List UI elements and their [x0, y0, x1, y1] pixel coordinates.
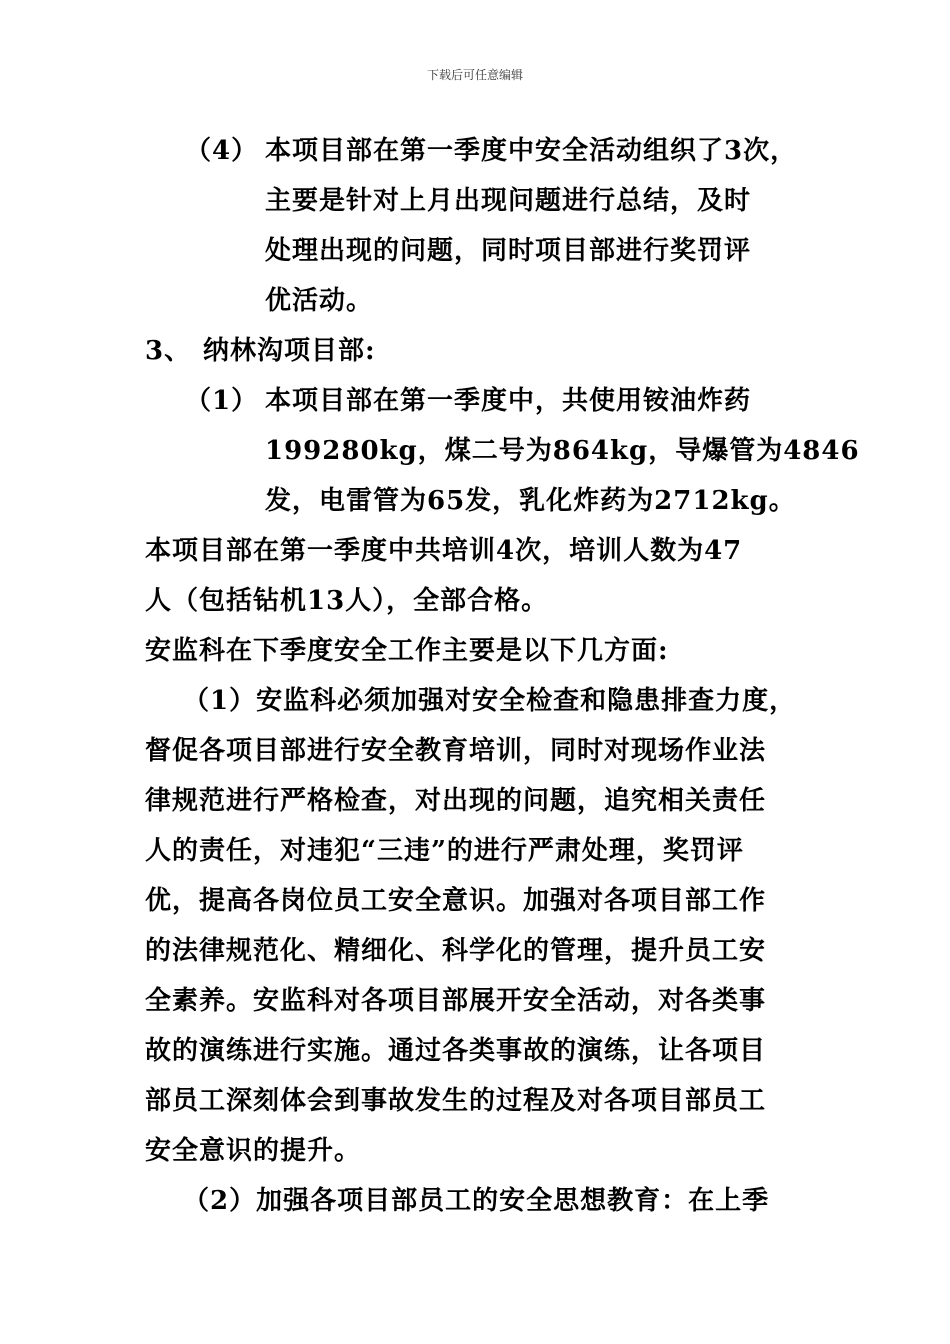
item-1-marker: （1） — [185, 386, 259, 416]
plan-1-line: 人的责任，对违犯“三违”的进行严肃处理，奖罚评 — [145, 836, 744, 866]
item-4-line: 主要是针对上月出现问题进行总结，及时 — [265, 186, 752, 216]
item-4-text — [265, 126, 845, 326]
item-4-line: 本项目部在第一季度中安全活动组织了3次， — [265, 136, 798, 166]
item-1-text — [265, 376, 860, 526]
item-4-line: 优活动。 — [265, 286, 374, 316]
item-1-line: 本项目部在第一季度中，共使用铵油炸药 — [265, 386, 752, 416]
training-paragraph — [145, 526, 845, 626]
plan-1-line: 部员工深刻体会到事故发生的过程及对各项目部员工 — [145, 1086, 767, 1116]
document-body — [145, 126, 860, 1226]
plan-1-paragraph — [145, 676, 845, 1176]
plan-intro: 安监科在下季度安全工作主要是以下几方面: — [145, 636, 669, 666]
plan-1-line: 故的演练进行实施。通过各类事故的演练，让各项目 — [145, 1036, 767, 1066]
section-3-number: 3、 — [145, 336, 192, 366]
plan-2-line: （2）加强各项目部员工的安全思想教育：在上季 — [183, 1186, 770, 1216]
item-4-line: 处理出现的问题，同时项目部进行奖罚评 — [265, 236, 752, 266]
section-3-title: 纳林沟项目部: — [203, 336, 376, 366]
item-1-line: 199280kg，煤二号为864kg，导爆管为4846 — [265, 436, 860, 466]
item-4-marker: （4） — [185, 136, 259, 166]
training-line: 人（包括钻机13人），全部合格。 — [145, 586, 549, 616]
plan-1-line: 律规范进行严格检查，对出现的问题，追究相关责任 — [145, 786, 767, 816]
page-header-note: 下载后可任意编辑 — [426, 68, 523, 82]
item-1-line: 发，电雷管为65发，乳化炸药为2712kg。 — [265, 486, 796, 516]
plan-1-line: 安全意识的提升。 — [145, 1136, 362, 1166]
section-3-heading — [145, 326, 845, 376]
item-1-block — [185, 376, 860, 526]
plan-1-line: 的法律规范化、精细化、科学化的管理，提升员工安 — [145, 936, 767, 966]
training-line: 本项目部在第一季度中共培训4次，培训人数为47 — [145, 536, 743, 566]
item-4-block — [185, 126, 845, 326]
plan-1-line: 优，提高各岗位员工安全意识。加强对各项目部工作 — [145, 886, 767, 916]
plan-1-line: （1）安监科必须加强对安全检查和隐患排查力度， — [183, 686, 797, 716]
plan-2-paragraph — [145, 1176, 845, 1226]
plan-1-line: 全素养。安监科对各项目部展开安全活动，对各类事 — [145, 986, 767, 1016]
plan-1-line: 督促各项目部进行安全教育培训，同时对现场作业法 — [145, 736, 767, 766]
